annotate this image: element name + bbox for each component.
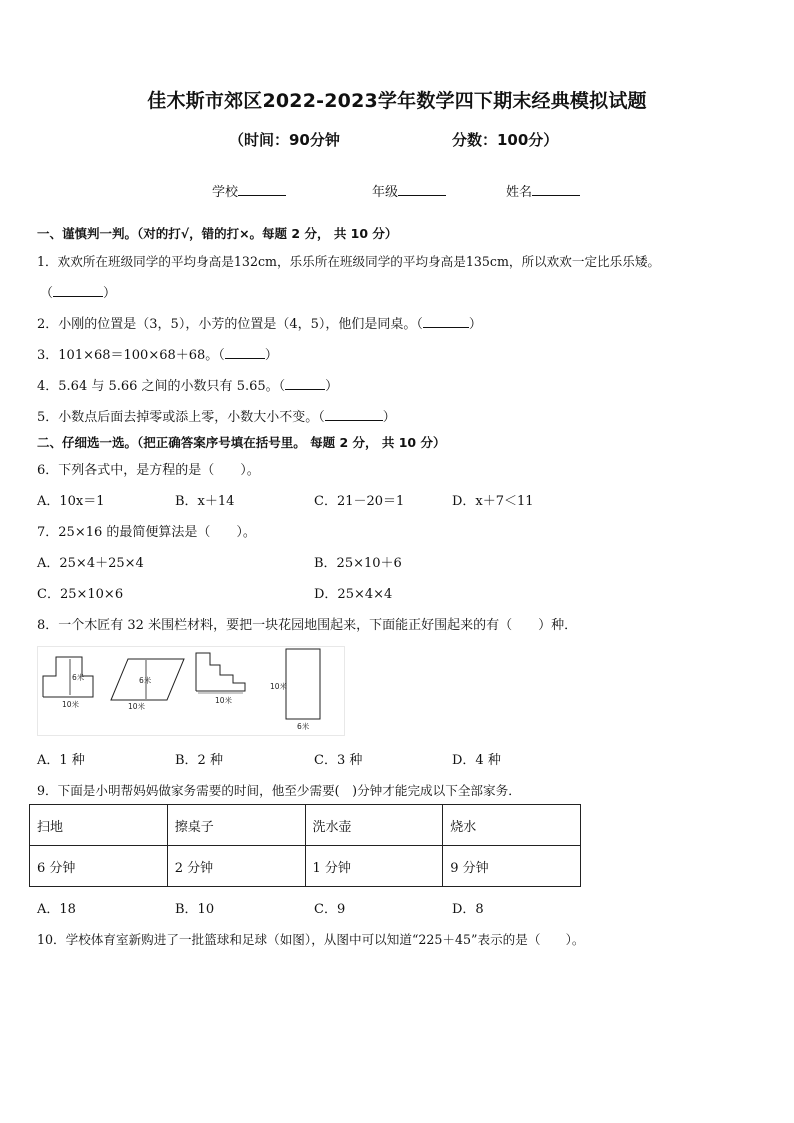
question-4: 4．5.64 与 5.66 之间的小数只有 5.65。（ ） [37, 379, 339, 394]
question-1-answer: （ ） [40, 286, 117, 301]
q8-option-c[interactable]: C．3 种 [314, 753, 363, 768]
question-7: 7．25×16 的最简便算法是（ ）。 [37, 525, 256, 540]
question-3: 3．101×68＝100×68＋68。（ ） [37, 348, 278, 363]
chores-table [29, 804, 581, 887]
q8-option-b[interactable]: B．2 种 [175, 753, 223, 768]
question-9: 9．下面是小明帮妈妈做家务需要的时间，他至少需要( )分钟才能完成以下全部家务． [37, 783, 521, 798]
q6-option-c[interactable]: C．21－20＝1 [314, 494, 405, 509]
shape2-height-label: 6米 [139, 676, 152, 685]
q9-option-b[interactable]: B．10 [175, 902, 215, 917]
table-header-cell: 洗水壶 [305, 805, 443, 846]
exam-time: （时间：90分钟 [229, 131, 340, 149]
question-5: 5．小数点后面去掉零或添上零，小数大小不变。（ ） [37, 410, 396, 425]
answer-blank-3[interactable] [225, 347, 265, 359]
question-8: 8．一个木匠有 32 米围栏材料，要把一块花园地围起来，下面能正好围起来的有（ ）种． [37, 618, 578, 633]
table-cell: 6 分钟 [30, 846, 168, 887]
school-label: 学校 [212, 185, 239, 200]
table-header-cell: 烧水 [443, 805, 581, 846]
name-blank[interactable] [532, 183, 580, 196]
grade-field [372, 181, 446, 200]
q9-option-a[interactable]: A．18 [37, 902, 76, 917]
shape-stepped-1 [43, 657, 93, 709]
q6-option-d[interactable]: D．x＋7＜11 [452, 494, 534, 509]
table-header-cell: 擦桌子 [167, 805, 305, 846]
section2-title: 二、仔细选一选。（把正确答案序号填在括号里。 每题 2 分， 共 10 分） [37, 435, 446, 450]
exam-score: 分数：100分） [452, 131, 559, 149]
q9-option-c[interactable]: C．9 [314, 902, 346, 917]
question-2: 2．小刚的位置是（3，5），小芳的位置是（4，5），他们是同桌。（ ） [37, 317, 482, 332]
shape4-base-label: 6米 [297, 722, 310, 731]
question-6: 6．下列各式中，是方程的是（ ）。 [37, 463, 260, 478]
table-row [30, 846, 581, 887]
q6-option-a[interactable]: A．10x＝1 [37, 494, 105, 509]
shape-staircase [196, 653, 245, 705]
q6-option-b[interactable]: B．x＋14 [175, 494, 235, 509]
table-row [30, 805, 581, 846]
answer-blank-1[interactable] [53, 285, 103, 297]
q7-option-b[interactable]: B．25×10＋6 [314, 556, 402, 571]
section1-title: 一、谨慎判一判。（对的打√，错的打×。每题 2 分， 共 10 分） [37, 226, 398, 241]
q7-option-a[interactable]: A．25×4＋25×4 [37, 556, 144, 571]
q8-shapes-diagram [38, 647, 344, 735]
name-field [506, 181, 580, 200]
school-field [212, 181, 286, 200]
grade-label: 年级 [372, 185, 399, 200]
q9-option-d[interactable]: D．8 [452, 902, 484, 917]
shape1-height-label: 6米 [72, 673, 85, 682]
q7-option-c[interactable]: C．25×10×6 [37, 587, 124, 602]
shape4-height-label: 10米 [270, 682, 288, 691]
table-cell: 2 分钟 [167, 846, 305, 887]
table-cell: 1 分钟 [305, 846, 443, 887]
table-header-cell: 扫地 [30, 805, 168, 846]
q8-figure [37, 646, 345, 736]
shape1-base-label: 10米 [62, 700, 80, 709]
q8-option-d[interactable]: D．4 种 [452, 753, 501, 768]
answer-blank-4[interactable] [285, 378, 325, 390]
shape-rectangle [270, 649, 320, 731]
answer-blank-5[interactable] [325, 409, 383, 421]
table-cell: 9 分钟 [443, 846, 581, 887]
shape3-base-label: 10米 [215, 696, 233, 705]
q7-option-d[interactable]: D．25×4×4 [314, 587, 393, 602]
shape-parallelogram [111, 659, 184, 711]
question-1: 1．欢欢所在班级同学的平均身高是132cm，乐乐所在班级同学的平均身高是135cm，所以欢欢一定比乐乐矮。 [37, 254, 661, 269]
page-title: 佳木斯市郊区2022-2023学年数学四下期末经典模拟试题 [147, 90, 647, 112]
answer-blank-2[interactable] [423, 316, 469, 328]
name-label: 姓名 [506, 185, 533, 200]
grade-blank[interactable] [398, 183, 446, 196]
school-blank[interactable] [238, 183, 286, 196]
shape2-base-label: 10米 [128, 702, 146, 711]
q8-option-a[interactable]: A．1 种 [37, 753, 85, 768]
question-10: 10．学校体育室新购进了一批篮球和足球（如图），从图中可以知道“225＋45”表示的是（ ）。 [37, 932, 585, 947]
